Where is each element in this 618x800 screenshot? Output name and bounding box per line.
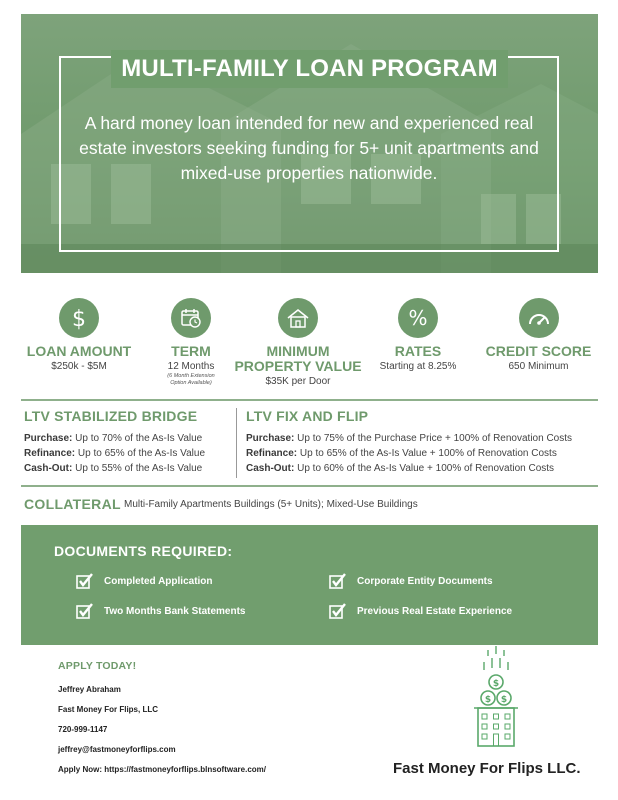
collateral-heading: COLLATERAL: [24, 496, 121, 512]
contact-email[interactable]: jeffrey@fastmoneyforflips.com: [58, 745, 176, 754]
feature-note: Option Available): [170, 380, 212, 386]
feature-title: PROPERTY VALUE: [234, 358, 362, 374]
contact-name: Jeffrey Abraham: [58, 685, 121, 694]
checkbox-checked-icon: [329, 603, 347, 619]
apply-heading: APPLY TODAY!: [58, 660, 137, 672]
feature-subtitle: 12 Months: [167, 361, 215, 372]
documents-heading: DOCUMENTS REQUIRED:: [54, 543, 233, 559]
contact-phone[interactable]: 720-999-1147: [58, 725, 108, 734]
features-row: [21, 298, 598, 398]
gauge-icon: [519, 298, 559, 338]
feature-subtitle: Starting at 8.25%: [379, 361, 457, 372]
feature-loan-amount: [21, 298, 137, 373]
ltv-fix-row: Refinance: Up to 65% of the As-Is Value + 100% of Renovation Costs: [246, 448, 557, 459]
divider: [21, 485, 598, 487]
svg-text:%: %: [408, 306, 428, 330]
hero-description: A hard money loan intended for new and experienced real estate investors seeking funding for 5+ unit apartments and mixed-use properties nationwide.: [79, 113, 539, 183]
document-item: Completed Application: [76, 573, 213, 589]
page-title: MULTI-FAMILY LOAN PROGRAM: [21, 54, 598, 92]
checkbox-checked-icon: [76, 573, 94, 589]
feature-note: (6 Month Extension: [167, 373, 215, 379]
brand-name: Fast Money For Flips LLC.: [393, 760, 581, 777]
feature-rates: [368, 298, 468, 373]
svg-text:$: $: [492, 679, 500, 689]
svg-text:$: $: [72, 307, 86, 331]
feature-subtitle: $250k - $5M: [51, 361, 107, 372]
documents-panel: [21, 525, 598, 645]
feature-title: LOAN AMOUNT: [26, 343, 132, 359]
feature-title: MINIMUM: [266, 343, 330, 359]
feature-term: [141, 298, 241, 387]
ltv-fix-row: Purchase: Up to 75% of the Purchase Price + 100% of Renovation Costs: [246, 433, 573, 444]
vertical-divider: [236, 408, 237, 478]
percent-icon: [398, 298, 438, 338]
feature-title: CREDIT SCORE: [485, 343, 592, 359]
building-coins-logo-icon: [464, 644, 528, 748]
ltv-bridge-row: Refinance: Up to 65% of the As-Is Value: [24, 448, 206, 459]
document-item: Corporate Entity Documents: [329, 573, 493, 589]
hero-banner: [21, 14, 598, 273]
document-item: Two Months Bank Statements: [76, 603, 246, 619]
svg-text:$: $: [484, 695, 492, 705]
apply-now-link[interactable]: Apply Now: https://fastmoneyforflips.blnsoftware.com/: [58, 765, 267, 774]
ltv-bridge-heading: LTV STABILIZED BRIDGE: [24, 408, 198, 424]
ltv-fix-heading: LTV FIX AND FLIP: [246, 408, 369, 424]
feature-subtitle: 650 Minimum: [508, 361, 569, 372]
feature-title: RATES: [394, 343, 442, 359]
calendar-clock-icon: [171, 298, 211, 338]
ltv-fix-row: Cash-Out: Up to 60% of the As-Is Value + 100% of Renovation Costs: [246, 463, 555, 474]
feature-title: TERM: [171, 343, 211, 359]
house-icon: [278, 298, 318, 338]
contact-company: Fast Money For Flips, LLC: [58, 705, 159, 714]
ltv-bridge-row: Purchase: Up to 70% of the As-Is Value: [24, 433, 203, 444]
ltv-bridge-row: Cash-Out: Up to 55% of the As-Is Value: [24, 463, 203, 474]
divider: [21, 399, 598, 401]
checkbox-checked-icon: [76, 603, 94, 619]
dollar-icon: [59, 298, 99, 338]
document-item: Previous Real Estate Experience: [329, 603, 512, 619]
collateral-text: Multi-Family Apartments Buildings (5+ Units); Mixed-Use Buildings: [124, 499, 418, 510]
svg-text:$: $: [500, 695, 508, 705]
feature-credit-score: [481, 298, 596, 373]
feature-subtitle: $35K per Door: [265, 376, 331, 387]
checkbox-checked-icon: [329, 573, 347, 589]
feature-minimum-property-value: [233, 298, 363, 388]
